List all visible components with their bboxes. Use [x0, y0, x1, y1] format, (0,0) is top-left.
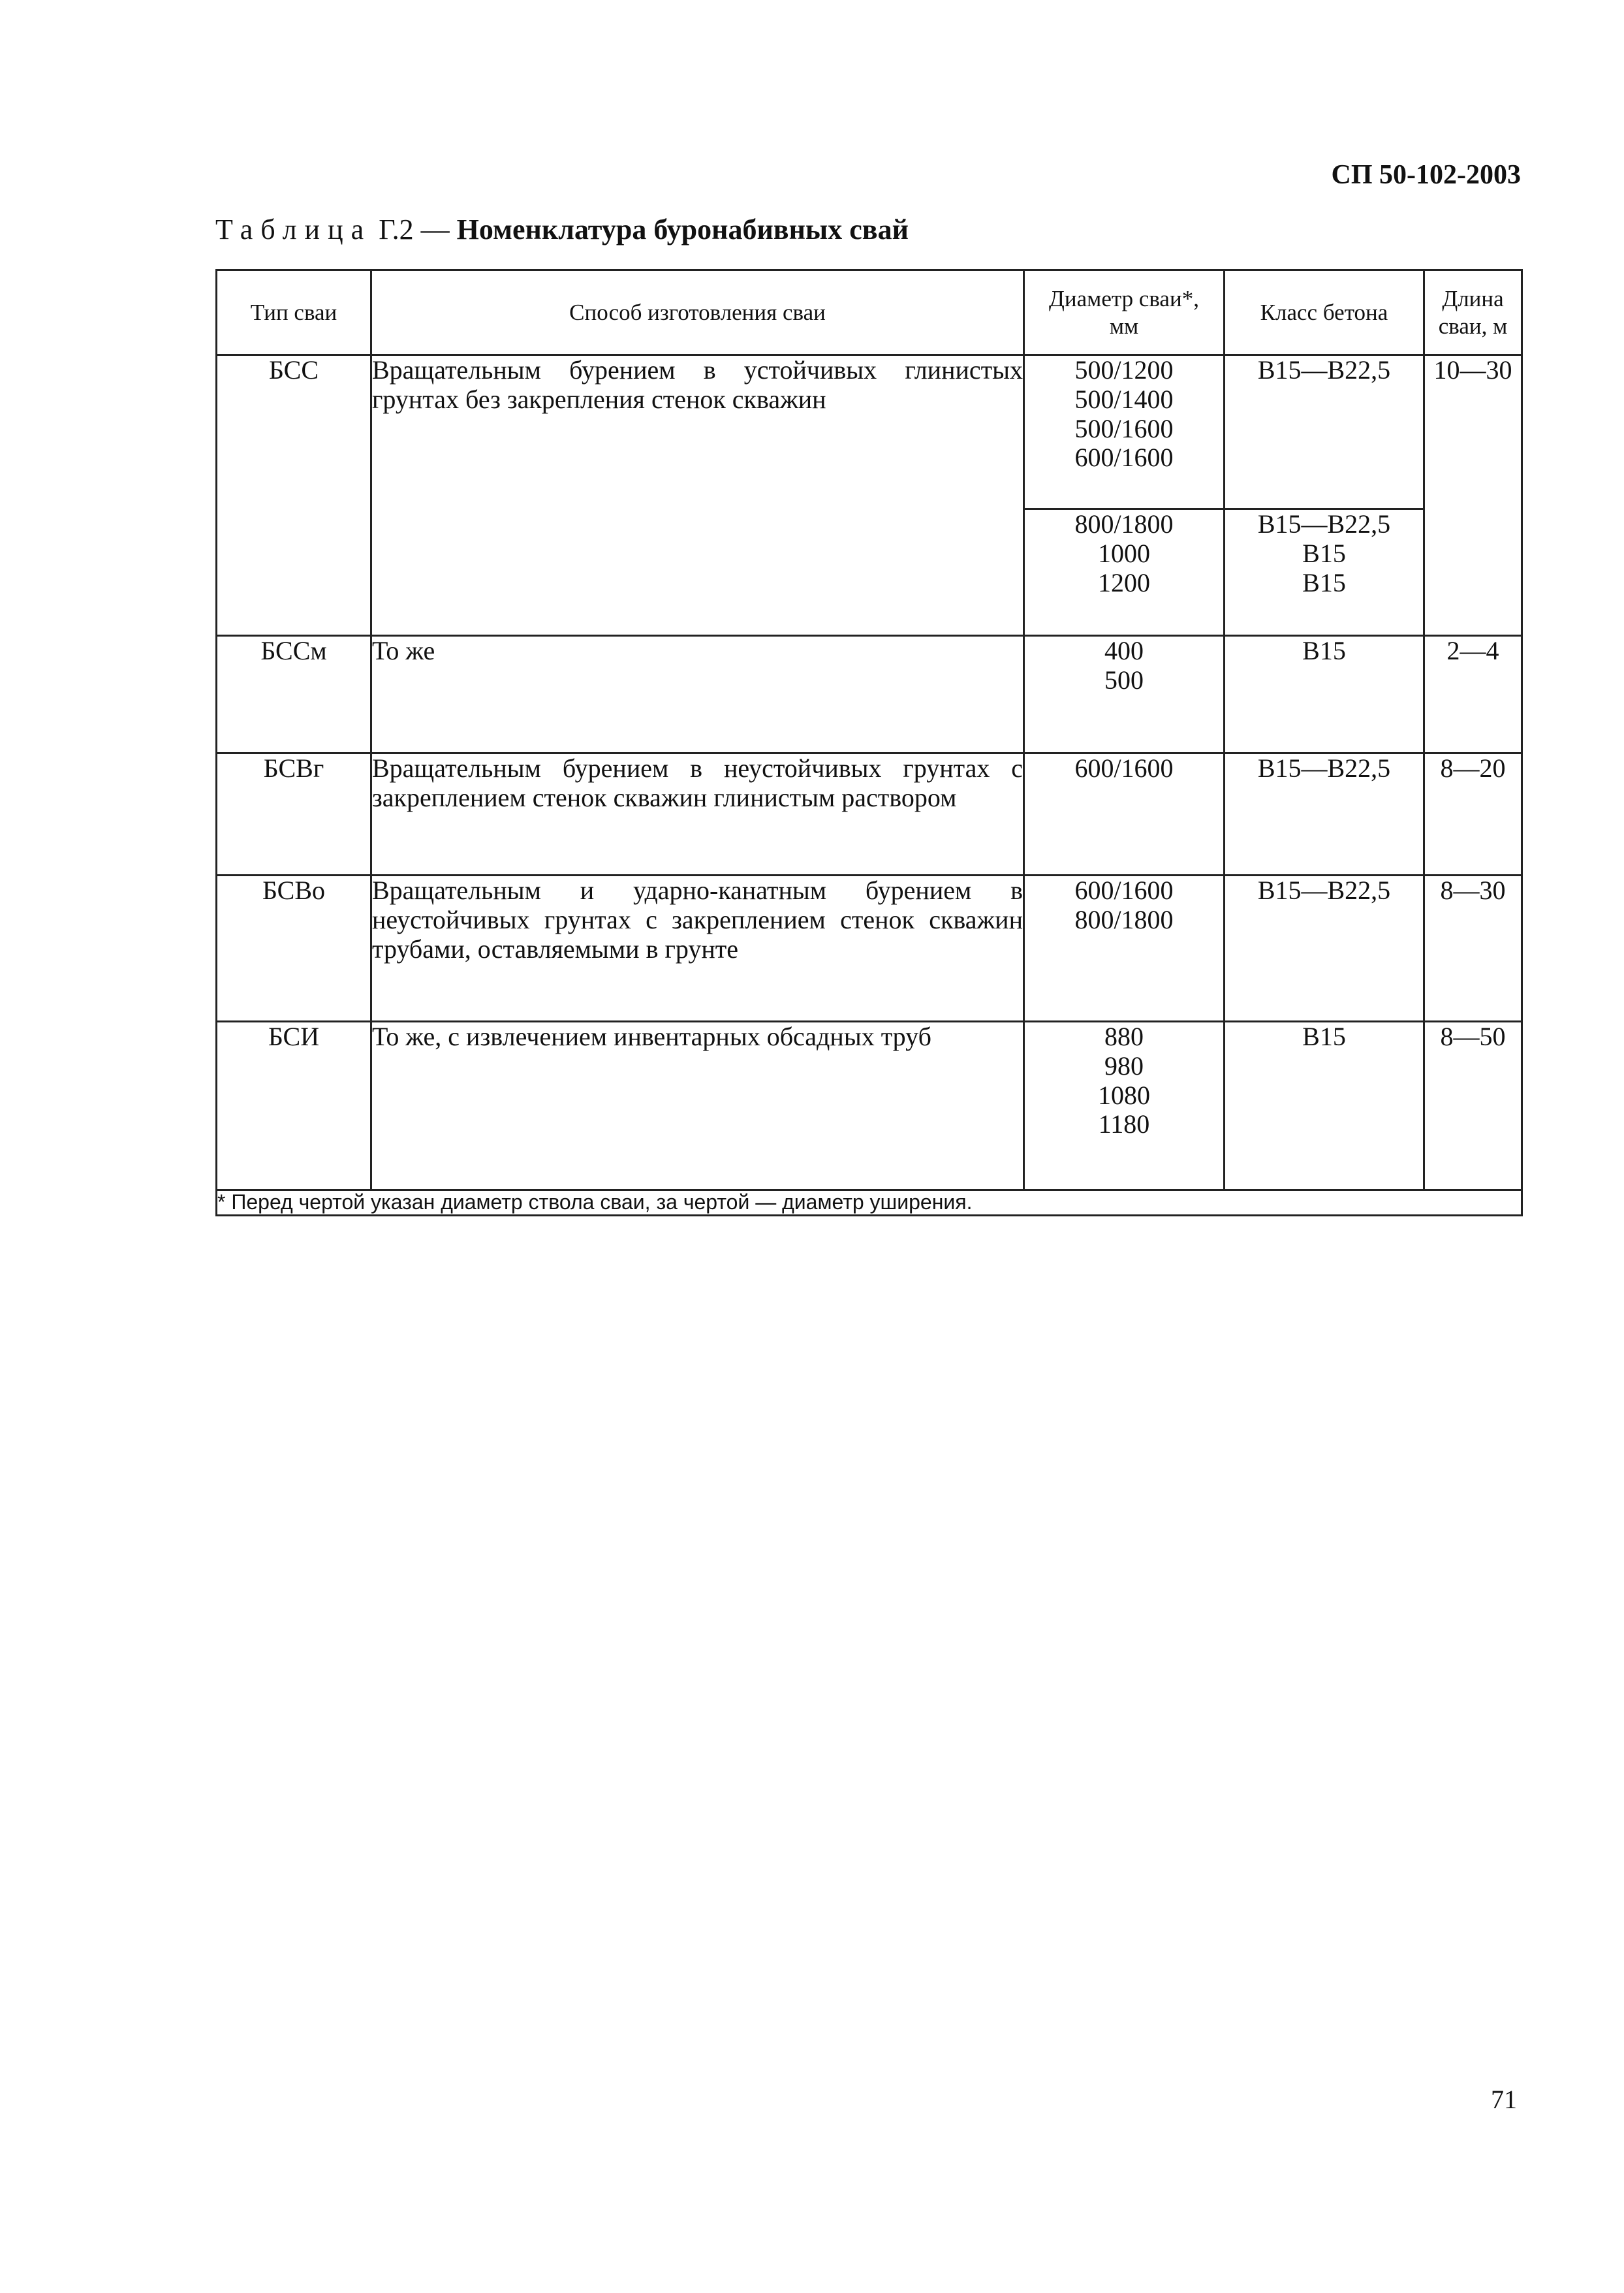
- concrete-class-value: B15: [1302, 567, 1346, 597]
- diameter-value: 1000: [1098, 538, 1150, 568]
- length-cell: 8—30: [1424, 876, 1522, 1022]
- table-row: [217, 753, 1522, 876]
- length-cell: 8—50: [1424, 1022, 1522, 1190]
- concrete-class-cell: B15—B22,5: [1225, 753, 1424, 876]
- diameter-value: 1180: [1098, 1109, 1150, 1139]
- table-row: [217, 355, 1522, 509]
- diameter-value: 500/1200: [1074, 355, 1174, 385]
- diameter-cell: [1024, 636, 1225, 753]
- header-length-line1: Длина: [1442, 285, 1504, 311]
- length-cell: 2—4: [1424, 636, 1522, 753]
- diameter-value: 980: [1104, 1051, 1144, 1081]
- concrete-class-value: B15: [1302, 538, 1346, 568]
- concrete-class-cell: B15—B22,5: [1225, 876, 1424, 1022]
- pile-type-cell: БССм: [217, 636, 371, 753]
- header-diameter: [1024, 270, 1225, 355]
- table-caption: [215, 213, 909, 246]
- header-concrete-class: Класс бетона: [1225, 270, 1424, 355]
- diameter-value: 500: [1104, 665, 1144, 695]
- diameter-cell: [1024, 753, 1225, 876]
- pile-type-cell: БСВо: [217, 876, 371, 1022]
- pile-type-cell: БСС: [217, 355, 371, 636]
- diameter-cell: [1024, 355, 1225, 509]
- diameter-value: 1200: [1098, 567, 1150, 597]
- diameter-value: 500/1400: [1074, 384, 1174, 414]
- header-method: Способ изготовления сваи: [371, 270, 1024, 355]
- length-cell: 10—30: [1424, 355, 1522, 636]
- diameter-value: 800/1800: [1074, 904, 1174, 934]
- concrete-class-value: B15—B22,5: [1257, 355, 1391, 385]
- diameter-value: 800/1800: [1074, 509, 1174, 539]
- table-row: [217, 1022, 1522, 1190]
- pile-type-cell: БСВг: [217, 753, 371, 876]
- concrete-class-value: B15—B22,5: [1257, 509, 1391, 539]
- method-cell: Вращательным бурением в устойчивых глинистых грунтах без закрепления стенок скважин: [371, 355, 1024, 636]
- diameter-value: 600/1600: [1074, 443, 1174, 473]
- diameter-value: 500/1600: [1074, 413, 1174, 443]
- header-length-line2: сваи, м: [1438, 313, 1508, 339]
- header-length: [1424, 270, 1522, 355]
- method-cell: Вращательным и ударно-канатным бурением в неустойчивых грунтах с закреплением стенок скважин трубами, оставляемыми в грунте: [371, 876, 1024, 1022]
- diameter-value: 600/1600: [1074, 753, 1174, 783]
- method-cell: То же, с извлечением инвентарных обсадных труб: [371, 1022, 1024, 1190]
- diameter-cell: [1024, 509, 1225, 636]
- table-header-row: [217, 270, 1522, 355]
- method-cell: То же: [371, 636, 1024, 753]
- header-pile-type: Тип сваи: [217, 270, 371, 355]
- concrete-class-cell: [1225, 509, 1424, 636]
- header-diameter-line2: мм: [1109, 313, 1139, 339]
- table-row: [217, 636, 1522, 753]
- diameter-value: 880: [1104, 1022, 1144, 1051]
- diameter-cell: [1024, 876, 1225, 1022]
- concrete-class-cell: B15: [1225, 1022, 1424, 1190]
- caption-title: Номенклатура буронабивных свай: [456, 213, 909, 245]
- document-code: СП 50-102-2003: [1331, 160, 1521, 190]
- header-diameter-line1: Диаметр сваи*,: [1049, 285, 1199, 311]
- table-footnote: * Перед чертой указан диаметр ствола сваи, за чертой — диаметр уширения.: [217, 1190, 1522, 1216]
- concrete-class-cell: B15: [1225, 636, 1424, 753]
- page-number: 71: [1491, 2085, 1517, 2114]
- caption-number: Г.2 —: [371, 213, 457, 245]
- piles-table: [215, 269, 1523, 1216]
- diameter-cell: [1024, 1022, 1225, 1190]
- length-cell: 8—20: [1424, 753, 1522, 876]
- footnote-row: [217, 1190, 1522, 1216]
- diameter-value: 600/1600: [1074, 876, 1174, 905]
- table-row: [217, 876, 1522, 1022]
- diameter-value: 1080: [1098, 1080, 1150, 1110]
- pile-type-cell: БСИ: [217, 1022, 371, 1190]
- method-cell: Вращательным бурением в неустойчивых грунтах с закреплением стенок скважин глинистым раствором: [371, 753, 1024, 876]
- diameter-value: 400: [1104, 636, 1144, 665]
- concrete-class-cell: [1225, 355, 1424, 509]
- caption-label: Таблица: [215, 213, 372, 245]
